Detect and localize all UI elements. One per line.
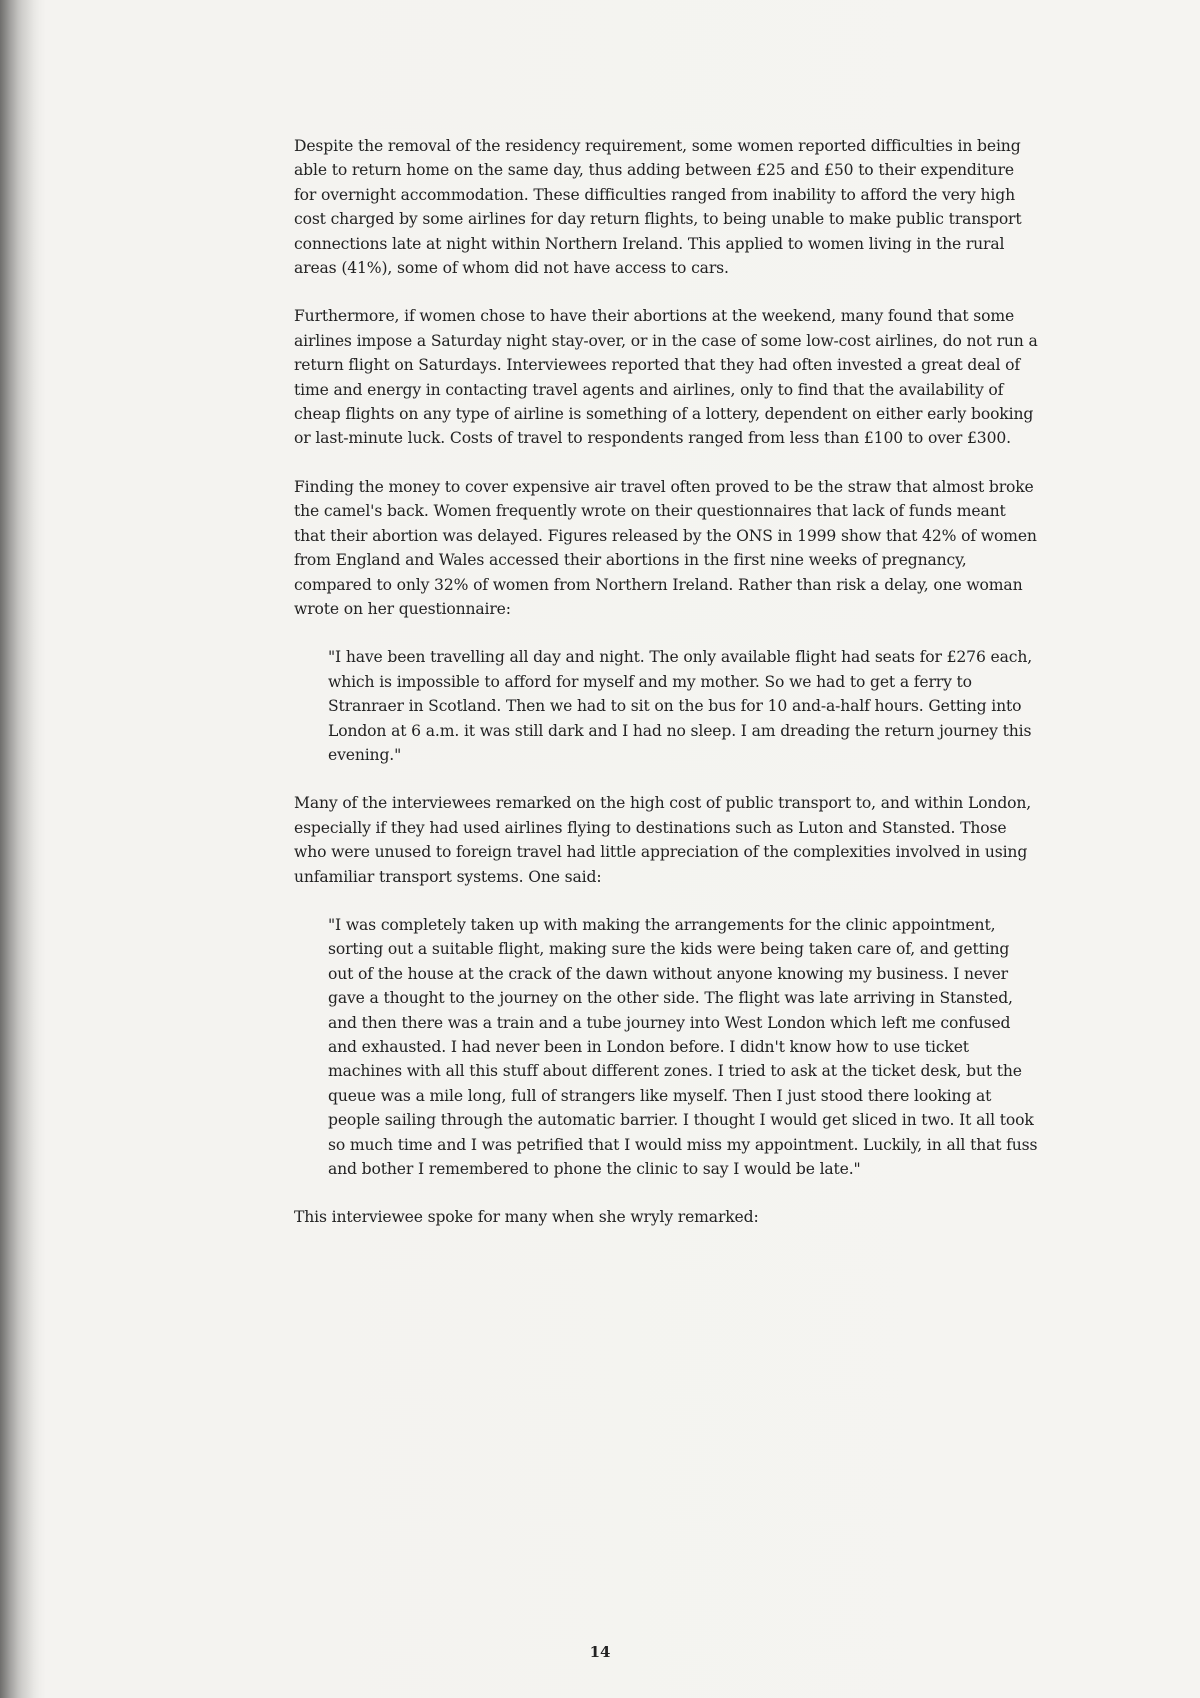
paragraph-residency: Despite the removal of the residency requirement, some women reported difficulties in being able to return home on the same day, thus adding between £25 and £50 to their expenditure for overnight accommodation. These difficulties ranged from inability to afford the very high cost charged by some airlines for day return flights, to being unable to make public transport connections late at night within Northern Ireland. This applied to women living in the rural areas (41%), some of whom did not have access to cars. [294,137,1022,278]
paragraph-wryly-remarked: This interviewee spoke for many when she wryly remarked: [294,1208,759,1227]
body-text [294,134,1038,1254]
page-number: 14 [589,1643,611,1661]
paragraph-funding: Finding the money to cover expensive air travel often proved to be the straw that almost broke the camel's back. Women frequently wrote on their questionnaires that lack of funds meant that their abortion was delayed. Figures released by the ONS in 1999 show that 42% of women from England and Wales accessed their abortions in the first nine weeks of pregnancy, compared to only 32% of women from Northern Ireland. Rather than risk a delay, one woman wrote on her questionnaire: [294,477,1037,618]
paragraph-weekend: Furthermore, if women chose to have their abortions at the weekend, many found that some airlines impose a Saturday night stay-over, or in the case of some low-cost airlines, do not run a return flight on Saturdays. Interviewees reported that they had often invested a great deal of time and energy in contacting travel agents and airlines, only to find that the availability of cheap flights on any type of airline is something of a lottery, dependent on either early booking or last-minute luck. Costs of travel to respondents ranged from less than £100 to over £300. [294,307,1038,448]
quote-arrangements: "I was completely taken up with making the arrangements for the clinic appointment, sorting out a suitable flight, making sure the kids were being taken care of, and getting out of the house at the crack of the dawn without anyone knowing my business. I never gave a thought to the journey on the other side. The flight was late arriving in Stansted, and then there was a train and a tube journey into West London which left me confused and exhausted. I had never been in London before. I didn't know how to use ticket machines with all this stuff about different zones. I tried to ask at the ticket desk, but the queue was a mile long, full of strangers like myself. Then I just stood there looking at people sailing through the automatic barrier. I thought I would get sliced in two. It all took so much time and I was petrified that I would miss my appointment. Luckily, in all that fuss and bother I remembered to phone the clinic to say I would be late." [328,915,1038,1179]
quote-travelling: "I have been travelling all day and night. The only available flight had seats for £276 each, which is impossible to afford for myself and my mother. So we had to get a ferry to Stranraer in Scotland. Then we had to sit on the bus for 10 and-a-half hours. Getting into London at 6 a.m. it was still dark and I had no sleep. I am dreading the return journey this evening." [328,648,1033,764]
paragraph-public-transport: Many of the interviewees remarked on the high cost of public transport to, and within London, especially if they had used airlines flying to destinations such as Luton and Stansted. Those who were unused to foreign travel had little appreciation of the complexities involved in using unfamiliar transport systems. One said: [294,794,1032,886]
